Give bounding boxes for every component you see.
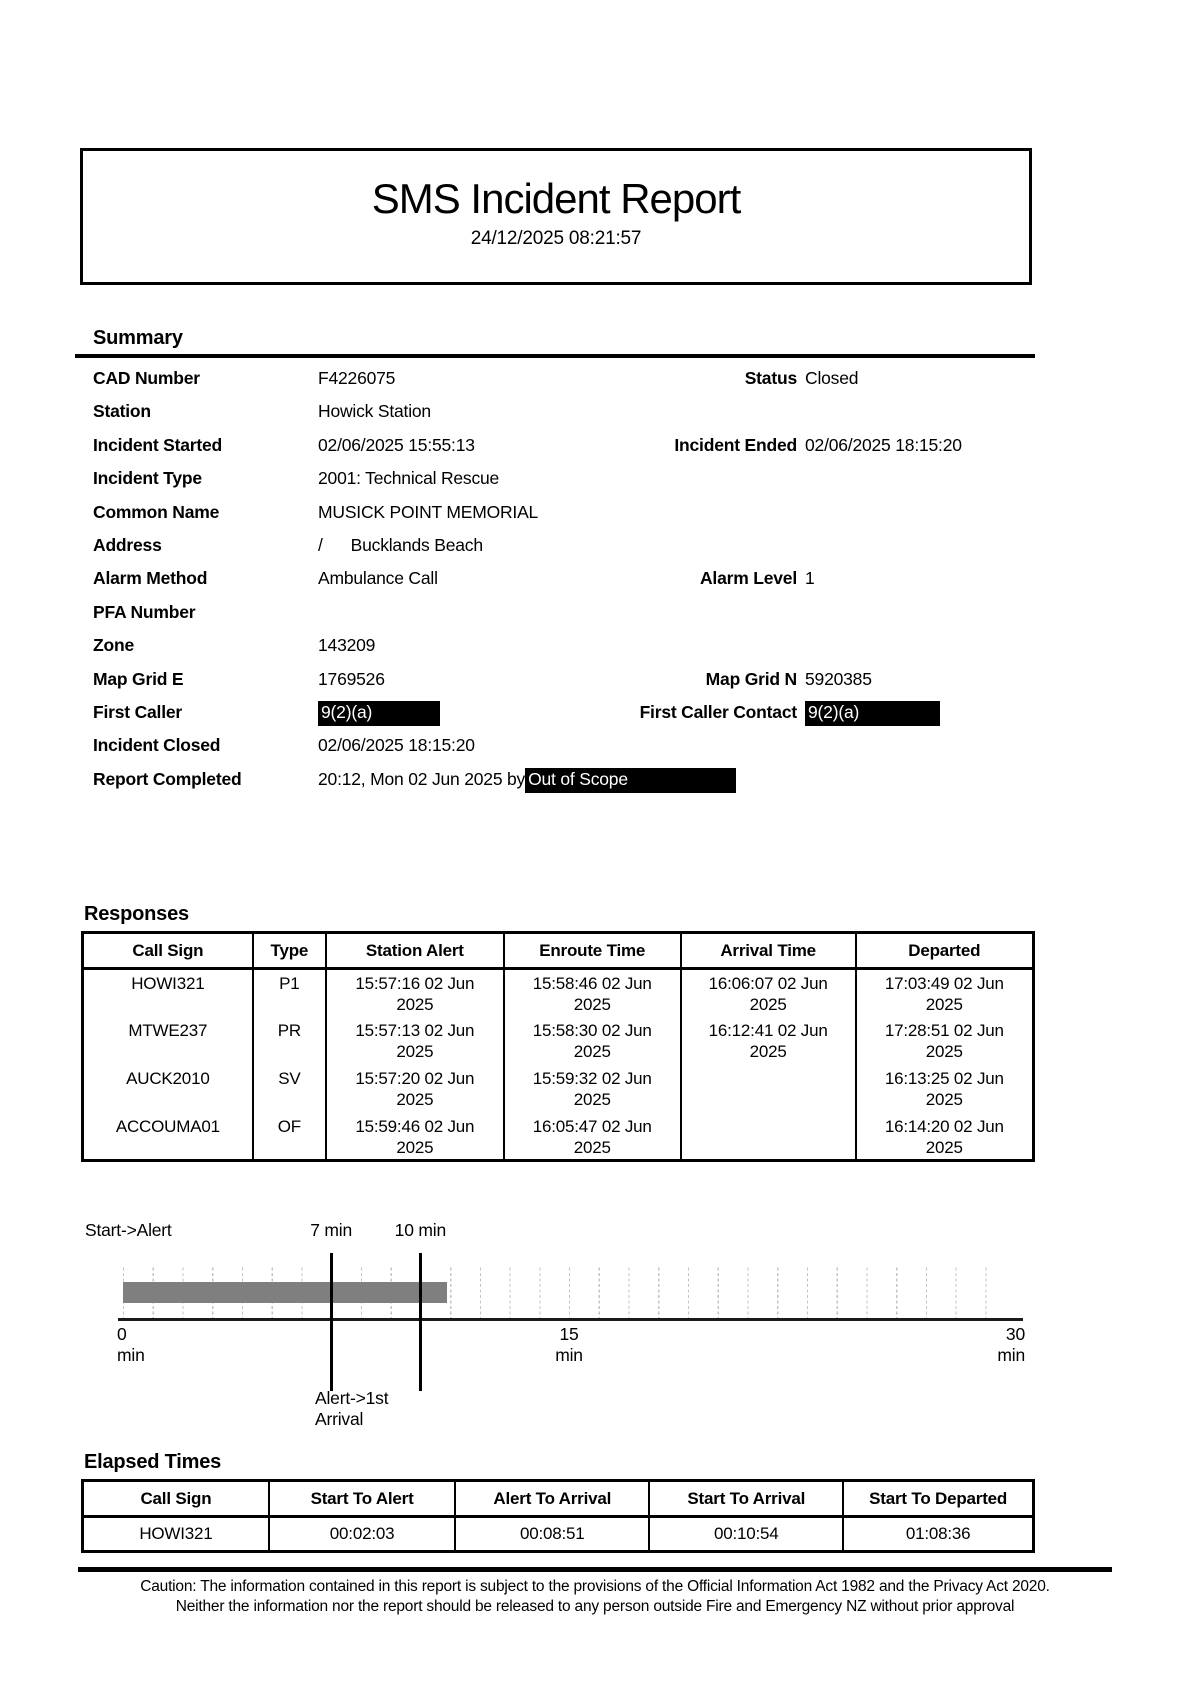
- field-label: Alarm Method: [93, 568, 208, 589]
- report-header-box: [80, 148, 1032, 285]
- cell-enroute-time: 15:58:30 02 Jun 2025: [504, 1017, 681, 1065]
- field-value: Howick Station: [318, 401, 431, 422]
- summary-row-incident-started: [0, 428, 1190, 461]
- field-value: 1769526: [318, 668, 385, 689]
- summary-row-zone: [0, 628, 1190, 661]
- response-timeline-chart: [75, 1205, 1035, 1455]
- elapsed-times-heading: Elapsed Times: [84, 1451, 222, 1473]
- summary-row-pfa-number: [0, 595, 1190, 628]
- field-value: MUSICK POINT MEMORIAL: [318, 501, 539, 522]
- column-header-call-sign: Call Sign: [83, 1481, 269, 1517]
- cell-arrival-time: 16:06:07 02 Jun 2025: [681, 969, 856, 1017]
- cell-departed: 17:28:51 02 Jun 2025: [856, 1017, 1034, 1065]
- summary-section: [0, 326, 1190, 795]
- field-label: Incident Closed: [93, 735, 221, 756]
- elapsed-row: [83, 1517, 1034, 1552]
- summary-row-common-name: [0, 495, 1190, 528]
- cell-type: OF: [253, 1113, 326, 1161]
- summary-rule: [75, 354, 1035, 358]
- field-label: Alarm Level: [699, 568, 797, 589]
- field-value: Ambulance Call: [318, 568, 438, 589]
- cell-enroute-time: 15:59:32 02 Jun 2025: [504, 1065, 681, 1113]
- cell-departed: 16:13:25 02 Jun 2025: [856, 1065, 1034, 1113]
- field-value: 1: [805, 568, 815, 589]
- summary-row-station: [0, 394, 1190, 427]
- summary-row-address: [0, 528, 1190, 561]
- field-value: 143209: [318, 635, 376, 656]
- cell-station-alert: 15:57:20 02 Jun 2025: [326, 1065, 504, 1113]
- column-header-start-to-arrival: Start To Arrival: [649, 1481, 843, 1517]
- field-label: Incident Type: [93, 468, 202, 489]
- cell-enroute-time: 16:05:47 02 Jun 2025: [504, 1113, 681, 1161]
- footer-caution-line1: Caution: The information contained in this report is subject to the provisions of the Official Information Act 1982 and the Privacy Act 2020.: [140, 1578, 1050, 1595]
- field-label: Map Grid E: [93, 668, 184, 689]
- redaction-box: 9(2)(a): [318, 701, 440, 726]
- field-label: Status: [744, 368, 797, 388]
- field-label: Incident Ended: [674, 434, 797, 455]
- cell-call-sign: AUCK2010: [83, 1065, 253, 1113]
- tick-value: 30: [1005, 1324, 1025, 1344]
- summary-row-cad-number: [0, 361, 1190, 394]
- cell-start-to-alert: 00:02:03: [269, 1517, 455, 1552]
- field-label: Station: [93, 401, 151, 422]
- field-label: Common Name: [93, 501, 220, 522]
- field-value: 2001: Technical Rescue: [318, 468, 500, 489]
- cell-start-to-arrival: 00:10:54: [649, 1517, 843, 1552]
- response-row: [83, 969, 1034, 1017]
- cell-call-sign: HOWI321: [83, 1517, 269, 1552]
- tick-value: 15: [559, 1324, 579, 1344]
- field-value: 20:12, Mon 02 Jun 2025 by: [318, 768, 526, 789]
- cell-call-sign: HOWI321: [83, 969, 253, 1017]
- chart-marker-line: [419, 1253, 422, 1391]
- chart-marker-line: [330, 1253, 333, 1391]
- field-label: Zone: [93, 635, 135, 656]
- column-header-station-alert: Station Alert: [326, 933, 504, 969]
- cell-type: P1: [253, 969, 326, 1017]
- column-header-arrival-time: Arrival Time: [681, 933, 856, 969]
- field-label: PFA Number: [93, 601, 196, 622]
- response-row: [83, 1065, 1034, 1113]
- chart-marker-label: 10 min: [394, 1220, 446, 1240]
- field-value: F4226075: [318, 368, 396, 388]
- footer-caution-line2: Neither the information nor the report should be released to any person outside Fire and Emergency NZ without prior approval: [175, 1598, 1015, 1615]
- cell-arrival-time: [681, 1113, 856, 1161]
- chart-axis-line: [118, 1318, 1023, 1321]
- column-header-departed: Departed: [856, 933, 1034, 969]
- cell-type: SV: [253, 1065, 326, 1113]
- column-header-start-to-alert: Start To Alert: [269, 1481, 455, 1517]
- cell-alert-to-arrival: 00:08:51: [455, 1517, 649, 1552]
- responses-section: [75, 902, 1035, 1162]
- column-header-start-to-departed: Start To Departed: [843, 1481, 1033, 1517]
- footer-caution: [0, 1577, 1190, 1617]
- cell-arrival-time: [681, 1065, 856, 1113]
- redaction-box: Out of Scope: [525, 768, 736, 793]
- responses-table: [81, 931, 1035, 1162]
- summary-row-incident-closed: [0, 728, 1190, 761]
- axis-tick-30min: [997, 1324, 1025, 1366]
- response-row: [83, 1113, 1034, 1161]
- elapsed-times-section: [75, 1450, 1035, 1553]
- column-header-call-sign: Call Sign: [83, 933, 253, 969]
- summary-row-first-caller: [0, 695, 1190, 728]
- field-value: / Bucklands Beach: [318, 534, 483, 555]
- field-label: First Caller Contact: [639, 701, 797, 722]
- field-label: Report Completed: [93, 768, 242, 789]
- cell-station-alert: 15:59:46 02 Jun 2025: [326, 1113, 504, 1161]
- cell-departed: 17:03:49 02 Jun 2025: [856, 969, 1034, 1017]
- summary-rows: [0, 361, 1190, 795]
- field-label: Address: [93, 534, 162, 555]
- cell-arrival-time: 16:12:41 02 Jun 2025: [681, 1017, 856, 1065]
- tick-unit: min: [997, 1345, 1025, 1365]
- field-label: Map Grid N: [705, 668, 797, 689]
- chart-marker-label: 7 min: [310, 1220, 353, 1240]
- responses-header-row: [83, 933, 1034, 969]
- responses-heading: Responses: [84, 903, 189, 925]
- cell-enroute-time: 15:58:46 02 Jun 2025: [504, 969, 681, 1017]
- cell-departed: 16:14:20 02 Jun 2025: [856, 1113, 1034, 1161]
- cell-start-to-departed: 01:08:36: [843, 1517, 1033, 1552]
- chart-bar: [123, 1282, 447, 1303]
- chart-axis-area: [117, 1205, 1025, 1455]
- field-label: CAD Number: [93, 368, 200, 388]
- field-value: 5920385: [805, 668, 872, 689]
- cell-call-sign: ACCOUMA01: [83, 1113, 253, 1161]
- field-value: 02/06/2025 18:15:20: [805, 434, 962, 455]
- redaction-box: 9(2)(a): [805, 701, 940, 726]
- response-row: [83, 1017, 1034, 1065]
- footer-divider-bar: [78, 1567, 1112, 1572]
- field-value: 02/06/2025 15:55:13: [318, 434, 475, 455]
- tick-unit: min: [117, 1345, 145, 1365]
- column-header-enroute-time: Enroute Time: [504, 933, 681, 969]
- report-title: SMS Incident Report: [371, 175, 741, 222]
- summary-row-incident-type: [0, 461, 1190, 494]
- field-value: Closed: [805, 368, 859, 388]
- summary-row-alarm-method: [0, 561, 1190, 594]
- column-header-type: Type: [253, 933, 326, 969]
- chart-series-label: Start->Alert: [85, 1220, 172, 1240]
- column-header-alert-to-arrival: Alert To Arrival: [455, 1481, 649, 1517]
- summary-row-map-grid: [0, 662, 1190, 695]
- axis-tick-15min: [555, 1324, 583, 1366]
- cell-call-sign: MTWE237: [83, 1017, 253, 1065]
- summary-heading: Summary: [93, 327, 183, 349]
- chart-annotation: Alert->1st Arrival: [315, 1388, 389, 1429]
- field-label: First Caller: [93, 701, 183, 722]
- axis-tick-0min: [117, 1324, 145, 1366]
- elapsed-times-table: [81, 1479, 1035, 1553]
- report-generated-datetime: 24/12/2025 08:21:57: [470, 228, 642, 249]
- cell-station-alert: 15:57:13 02 Jun 2025: [326, 1017, 504, 1065]
- cell-station-alert: 15:57:16 02 Jun 2025: [326, 969, 504, 1017]
- elapsed-header-row: [83, 1481, 1034, 1517]
- field-value: 02/06/2025 18:15:20: [318, 735, 475, 756]
- cell-type: PR: [253, 1017, 326, 1065]
- summary-row-report-completed: [0, 762, 1190, 795]
- field-label: Incident Started: [93, 434, 223, 455]
- tick-value: 0: [117, 1324, 127, 1344]
- tick-unit: min: [555, 1345, 583, 1365]
